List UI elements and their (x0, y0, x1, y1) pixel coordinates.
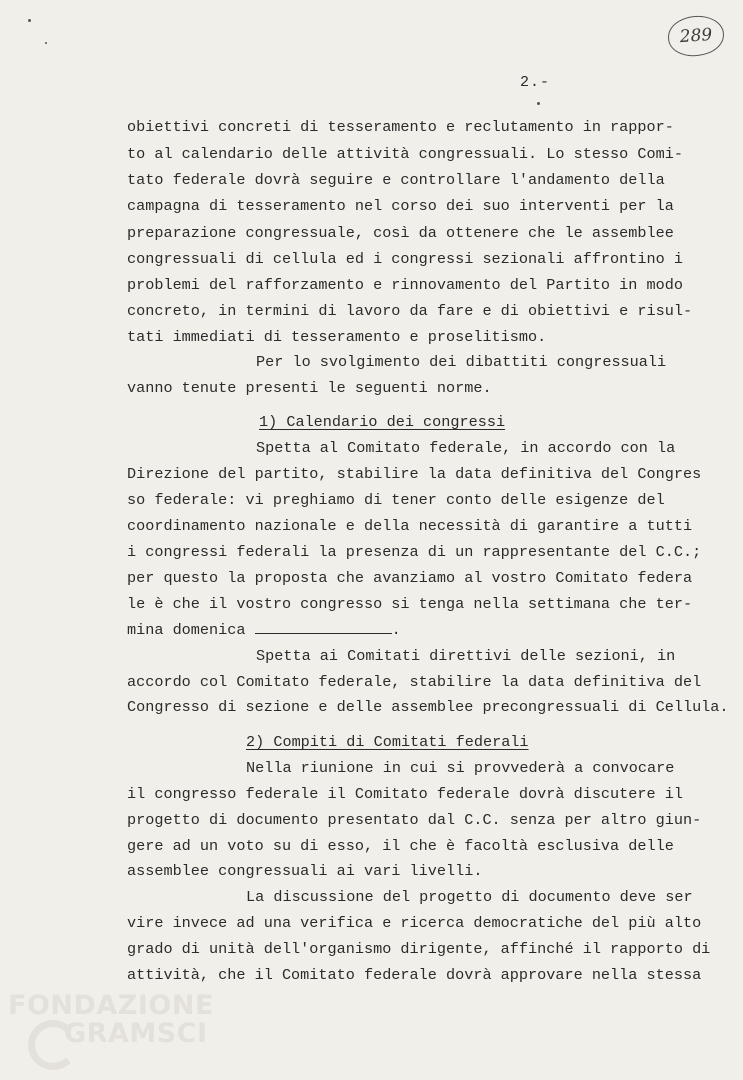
text-line: assemblee congressuali ai vari livelli. (127, 862, 483, 880)
section-heading-compiti: 2) Compiti di Comitati federali (246, 733, 529, 751)
text-line: Spetta ai Comitati direttivi delle sezioni, in (256, 647, 676, 665)
text-line: congressuali di cellula ed i congressi sezionali affrontino i (127, 250, 683, 268)
text-line: to al calendario delle attività congressuali. Lo stesso Comi- (127, 145, 683, 163)
text-line: gere ad un voto su di esso, il che è facoltà esclusiva delle (127, 837, 674, 855)
text-line: campagna di tesseramento nel corso dei suo interventi per la (127, 197, 674, 215)
text-line: Congresso di sezione e delle assemblee precongressuali di Cellula. (127, 698, 729, 716)
section-heading-calendario: 1) Calendario dei congressi (259, 413, 506, 431)
text-line: le è che il vostro congresso si tenga nella settimana che ter- (127, 595, 693, 613)
scan-speck (28, 19, 31, 22)
text-line: obiettivi concreti di tesseramento e reclutamento in rappor- (127, 118, 674, 136)
text-fragment: . (391, 621, 401, 639)
text-line: Spetta al Comitato federale, in accordo con la (256, 439, 676, 457)
text-line: vanno tenute presenti le seguenti norme. (127, 379, 492, 397)
text-line: concreto, in termini di lavoro da fare e di obiettivi e risul- (127, 302, 693, 320)
text-line: vire invece ad una verifica e ricerca democratiche del più alto (127, 914, 702, 932)
watermark-line: FONDAZIONE (8, 990, 214, 1021)
text-line: attività, che il Comitato federale dovrà approvare nella stessa (127, 966, 702, 984)
scan-speck (45, 42, 47, 44)
text-line: il congresso federale il Comitato federale dovrà discutere il (127, 785, 683, 803)
text-line: i congressi federali la presenza di un rappresentante del C.C.; (127, 543, 702, 561)
text-line: tato federale dovrà seguire e controllare l'andamento della (127, 171, 665, 189)
text-line: La discussione del progetto di documento deve ser (246, 888, 693, 906)
text-line: coordinamento nazionale e della necessità di garantire a tutti (127, 517, 693, 535)
page-number: 2.- (520, 74, 551, 91)
blank-fill-line (255, 621, 392, 634)
watermark-line: GRAMSCI (64, 1018, 208, 1049)
archive-page-stamp: 289 (667, 14, 726, 58)
text-line-date-blank (127, 621, 401, 639)
text-line: Per lo svolgimento dei dibattiti congressuali (256, 353, 667, 371)
text-line: accordo col Comitato federale, stabilire la data definitiva del (127, 673, 702, 691)
text-fragment: mina domenica (127, 621, 246, 639)
text-line: Direzione del partito, stabilire la data definitiva del Congres (127, 465, 702, 483)
text-line: preparazione congressuale, così da ottenere che le assemblee (127, 224, 674, 242)
text-line: per questo la proposta che avanziamo al vostro Comitato federa (127, 569, 693, 587)
text-line: problemi del rafforzamento e rinnovamento del Partito in modo (127, 276, 683, 294)
text-line: so federale: vi preghiamo di tener conto delle esigenze del (127, 491, 665, 509)
archive-watermark (8, 992, 214, 1048)
scan-speck (537, 102, 540, 105)
text-line: progetto di documento presentato dal C.C. senza per altro giun- (127, 811, 702, 829)
text-line: Nella riunione in cui si provvederà a convocare (246, 759, 675, 777)
text-line: grado di unità dell'organismo dirigente, affinché il rapporto di (127, 940, 711, 958)
text-line: tati immediati di tesseramento e proselitismo. (127, 328, 547, 346)
